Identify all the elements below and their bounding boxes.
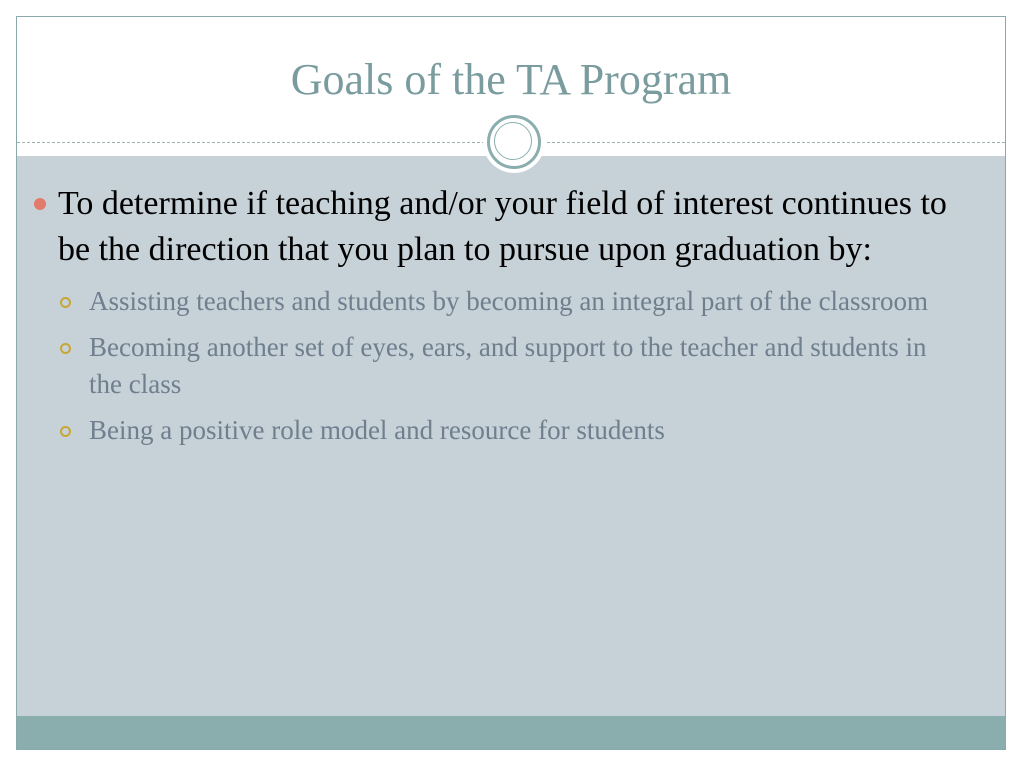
sub-bullet-text: Assisting teachers and students by becoming an integral part of the classroom bbox=[89, 286, 929, 316]
sub-bullet bbox=[58, 329, 964, 403]
ring-bullet-icon bbox=[60, 426, 71, 437]
sub-bullet bbox=[58, 283, 964, 320]
slide-title: Goals of the TA Program bbox=[290, 55, 732, 104]
main-bullet bbox=[34, 181, 964, 273]
sub-bullet-text: Becoming another set of eyes, ears, and support to the teacher and students in the class bbox=[89, 332, 927, 399]
ring-bullet-icon bbox=[60, 297, 71, 308]
ring-ornament-icon bbox=[487, 115, 541, 169]
sub-bullet bbox=[58, 412, 964, 449]
sub-bullet-text: Being a positive role model and resource for students bbox=[89, 415, 665, 445]
sub-bullet-list bbox=[34, 283, 964, 449]
ring-bullet-icon bbox=[60, 343, 71, 354]
ring-ornament-inner bbox=[494, 122, 532, 160]
slide-content bbox=[34, 181, 964, 458]
main-bullet-text: To determine if teaching and/or your field of interest continues to be the direction that you plan to pursue upon graduation by: bbox=[58, 185, 947, 268]
footer-bar bbox=[17, 716, 1005, 750]
bullet-dot-icon bbox=[34, 198, 46, 210]
